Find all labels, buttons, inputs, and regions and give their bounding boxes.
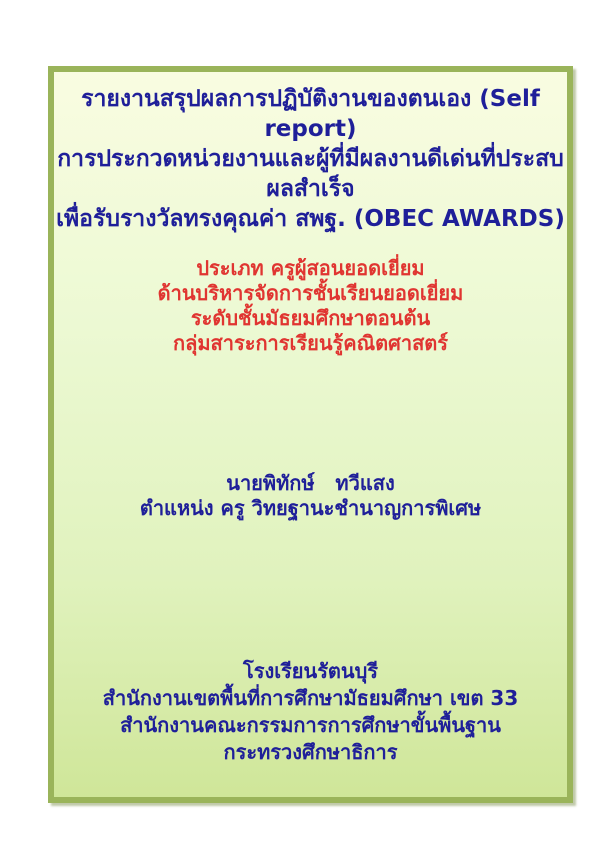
affiliation-commission: สำนักงานคณะกรรมการการศึกษาขั้นพื้นฐาน <box>120 713 501 737</box>
category-level: ระดับชั้นมัธยมศึกษาตอนต้น <box>190 306 431 330</box>
affiliation-section <box>54 658 567 766</box>
title-line-2: การประกวดหน่วยงานและผู้ที่มีผลงานดีเด่นที่ประสบผลสำเร็จ <box>57 146 564 202</box>
affiliation-school: โรงเรียนรัตนบุรี <box>242 659 379 683</box>
title-line-1: รายงานสรุปผลการปฏิบัติงานของตนเอง (Self report) <box>81 86 540 142</box>
author-section <box>54 471 567 521</box>
category-field: ด้านบริหารจัดการชั้นเรียนยอดเยี่ยม <box>157 281 464 305</box>
author-name: นายพิทักษ์ ทวีแสง <box>226 471 395 495</box>
affiliation-district-office: สำนักงานเขตพื้นที่การศึกษามัธยมศึกษา เขต 33 <box>102 686 519 710</box>
report-title <box>54 84 567 234</box>
category-type: ประเภท ครูผู้สอนยอดเยี่ยม <box>196 256 425 280</box>
affiliation-ministry: กระทรวงศึกษาธิการ <box>223 740 398 764</box>
cover-border-box <box>48 66 573 803</box>
category-subject-group: กลุ่มสาระการเรียนรู้คณิตศาสตร์ <box>172 331 449 355</box>
author-position: ตำแหน่ง ครู วิทยฐานะชำนาญการพิเศษ <box>139 496 482 520</box>
award-category <box>54 256 567 356</box>
title-line-3: เพื่อรับรางวัลทรงคุณค่า สพฐ. (OBEC AWARDS) <box>56 206 565 232</box>
